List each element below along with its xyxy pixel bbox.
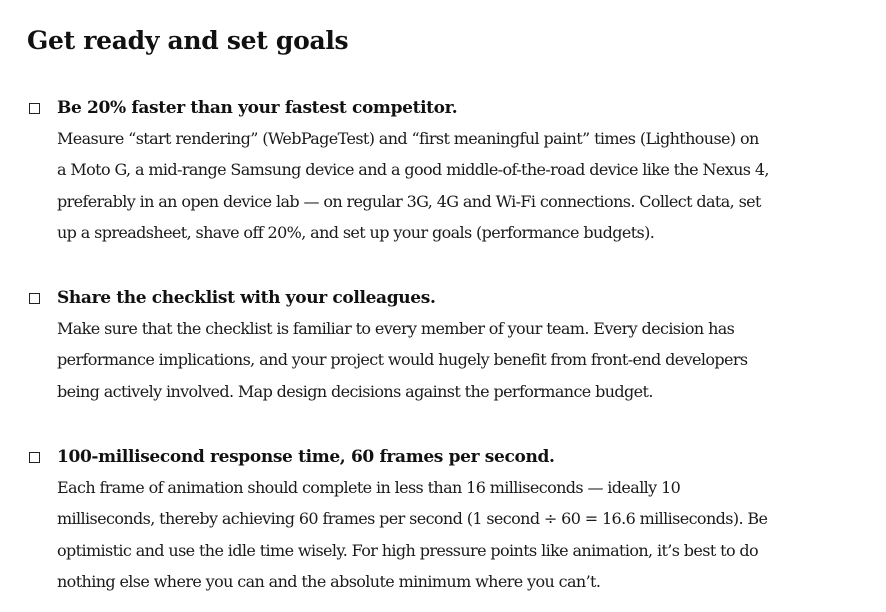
checklist-item-text-line: Measure “start rendering” (WebPageTest) and “first meaningful paint” times (Lighthouse) on [57,129,759,148]
checklist-item-text-line: up a spreadsheet, shave off 20%, and set up your goals (performance budgets). [57,223,655,242]
checkbox-share-checklist[interactable] [29,293,40,304]
checklist-item-text-line: milliseconds, thereby achieving 60 frames per second (1 second ÷ 60 = 16.6 milliseconds). Be [57,509,768,528]
checklist-item-heading: 100-millisecond response time, 60 frames per second. [57,447,555,467]
checklist-item-heading: Share the checklist with your colleagues. [57,288,436,308]
checklist-item-text-line: nothing else where you can and the absolute minimum where you can’t. [57,572,601,591]
checklist-item-text-line: Each frame of animation should complete in less than 16 milliseconds — ideally 10 [57,478,681,497]
checklist-item-heading: Be 20% faster than your fastest competitor. [57,98,458,118]
checklist-item-text-line: optimistic and use the idle time wisely. For high pressure points like animation, it’s best to do [57,541,759,560]
page-title: Get ready and set goals [27,26,349,55]
checkbox-response-time[interactable] [29,452,40,463]
checklist-item-text-line: preferably in an open device lab — on regular 3G, 4G and Wi-Fi connections. Collect data, set [57,192,761,211]
checkbox-faster-than-competitor[interactable] [29,103,40,114]
checklist-item-text-line: Make sure that the checklist is familiar to every member of your team. Every decision has [57,319,735,338]
checklist-item-text-line: being actively involved. Map design decisions against the performance budget. [57,382,653,401]
checklist-item-text-line: performance implications, and your project would hugely benefit from front-end developers [57,350,748,369]
checklist-item-text-line: a Moto G, a mid-range Samsung device and a good middle-of-the-road device like the Nexus 4, [57,160,769,179]
